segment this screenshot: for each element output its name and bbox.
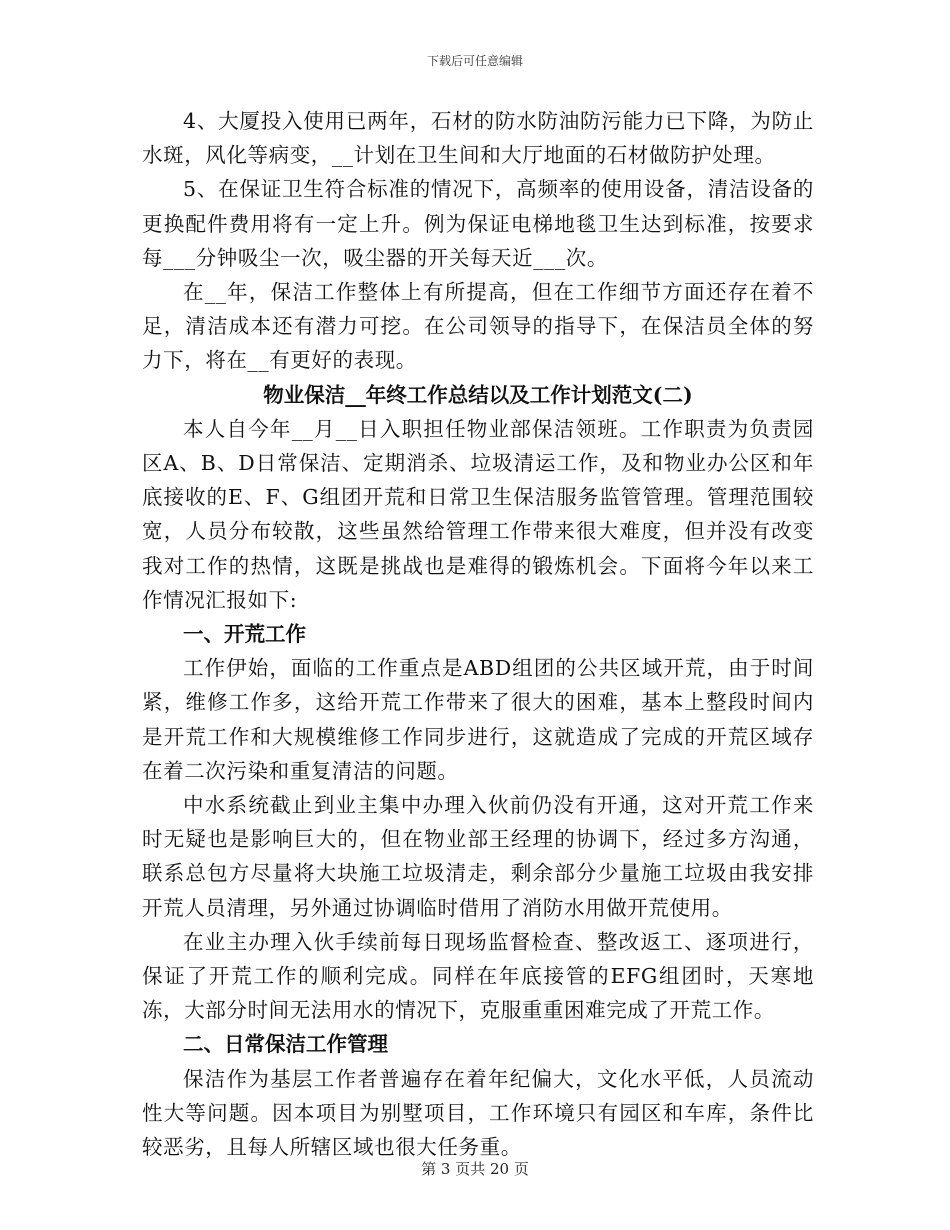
page-header-note: 下载后可任意编辑: [426, 54, 523, 68]
paragraph-item-4: 4、大厦投入使用已两年，石材的防水防油防污能力已下降，为防止水斑，风化等病变，__计划在卫生间和大厅地面的石材做防护处理。: [142, 109, 814, 168]
reclamation-paragraph-2: 中水系统截止到业主集中办理入伙前仍没有开通，这对开荒工作来时无疑也是影响巨大的，但在物业部王经理的协调下，经过多方沟通，联系总包方尽量将大块施工垃圾清走，剩余部分少量施工垃圾由我安排开荒人员清理，另外通过协调临时借用了消防水用做开荒使用。: [142, 793, 814, 920]
heading-daily-cleaning: 二、日常保洁工作管理: [183, 1032, 388, 1057]
daily-cleaning-paragraph-1: 保洁作为基层工作者普遍存在着年纪偏大，文化水平低，人员流动性大等问题。因本项目为别墅项目，工作环境只有园区和车库，条件比较恶劣，且每人所辖区域也很大任务重。: [142, 1066, 814, 1160]
intro-paragraph: 本人自今年__月__日入职担任物业部保洁领班。工作职责为负责园区A、B、D日常保洁、定期消杀、垃圾清运工作，及和物业办公区和年底接收的E、F、G组团开荒和日常卫生保洁服务监管管理。管理范围较宽，人员分布较散，这些虽然给管理工作带来很大难度，但并没有改变我对工作的热情，这既是挑战也是难得的锻炼机会。下面将今年以来工作情况汇报如下:: [142, 416, 814, 612]
page-number: 第 3 页共 20 页: [421, 1160, 529, 1178]
reclamation-paragraph-3: 在业主办理入伙手续前每日现场监督检查、整改返工、逐项进行，保证了开荒工作的顺利完成。同样在年底接管的EFG组团时，天寒地冻，大部分时间无法用水的情况下，克服重重困难完成了开荒工作。: [142, 929, 814, 1023]
paragraph-item-5: 5、在保证卫生符合标准的情况下，高频率的使用设备，清洁设备的更换配件费用将有一定上升。例为保证电梯地毯卫生达到标准，按要求每___分钟吸尘一次，吸尘器的开关每天近___次。: [142, 177, 814, 270]
paragraph-summary: 在__年，保洁工作整体上有所提高，但在工作细节方面还存在着不足，清洁成本还有潜力可挖。在公司领导的指导下，在保洁员全体的努力下，将在__有更好的表现。: [142, 280, 814, 373]
section-title: 物业保洁__年终工作总结以及工作计划范文(二): [263, 382, 693, 407]
document-body: [142, 104, 814, 1164]
reclamation-paragraph-1: 工作伊始，面临的工作重点是ABD组团的公共区域开荒，由于时间紧，维修工作多，这给开荒工作带来了很大的困难，基本上整段时间内是开荒工作和大规模维修工作同步进行，这就造成了完成的开荒区域存在着二次污染和重复清洁的问题。: [142, 656, 814, 783]
heading-reclamation: 一、开荒工作: [183, 622, 306, 647]
